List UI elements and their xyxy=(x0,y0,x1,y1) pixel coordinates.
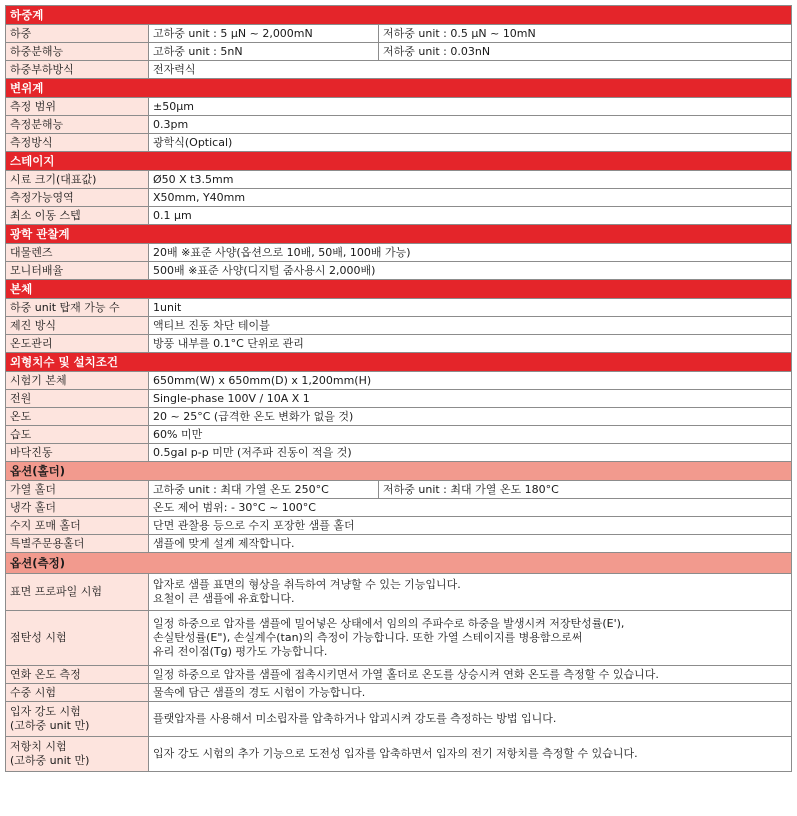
table-row xyxy=(6,666,792,684)
row-value: 저하중 unit : 0.5 µN ~ 10mN xyxy=(379,25,792,43)
label-line: 입자 강도 시험 xyxy=(10,705,81,718)
label-line: 저항치 시험 xyxy=(10,740,67,753)
table-row xyxy=(6,116,792,134)
value-line: 일정 하중으로 압자를 샘플에 밀어넣은 상태에서 임의의 주파수로 하중을 발생시켜 저장탄성률(E'), xyxy=(153,617,625,630)
table-row xyxy=(6,408,792,426)
row-value: 고하중 unit : 최대 가열 온도 250°C xyxy=(149,481,379,499)
label-line: (고하중 unit 만) xyxy=(10,719,90,732)
table-row xyxy=(6,61,792,79)
row-value: 60% 미만 xyxy=(149,426,792,444)
table-row xyxy=(6,262,792,280)
row-value: 온도 제어 범위: - 30°C ~ 100°C xyxy=(149,499,792,517)
row-value: 저하중 unit : 0.03nN xyxy=(379,43,792,61)
row-label: 온도 xyxy=(6,408,149,426)
row-label: 측정 범위 xyxy=(6,98,149,116)
table-row xyxy=(6,317,792,335)
row-value: Single-phase 100V / 10A X 1 xyxy=(149,390,792,408)
row-label: 하중분해능 xyxy=(6,43,149,61)
table-row xyxy=(6,499,792,517)
row-value: 일정 하중으로 압자를 샘플에 접촉시키면서 가열 홀더로 온도를 상승시켜 연화 온도를 측정할 수 있습니다. xyxy=(149,666,792,684)
row-label: 최소 이동 스텝 xyxy=(6,207,149,225)
table-row xyxy=(6,372,792,390)
row-label: 하중 xyxy=(6,25,149,43)
row-label: 모니터배율 xyxy=(6,262,149,280)
row-label: 가열 홀더 xyxy=(6,481,149,499)
row-label xyxy=(6,737,149,772)
label-line: (고하중 unit 만) xyxy=(10,754,90,767)
row-label xyxy=(6,702,149,737)
row-value: 광학식(Optical) xyxy=(149,134,792,152)
table-row xyxy=(6,189,792,207)
table-row xyxy=(6,737,792,772)
table-row xyxy=(6,684,792,702)
table-row xyxy=(6,517,792,535)
table-row xyxy=(6,25,792,43)
row-label: 표면 프로파일 시험 xyxy=(6,574,149,611)
row-value: 20배 ※표준 사양(옵션으로 10배, 50배, 100배 가능) xyxy=(149,244,792,262)
row-label: 수지 포매 홀더 xyxy=(6,517,149,535)
row-label: 시료 크기(대표값) xyxy=(6,171,149,189)
row-value: ±50µm xyxy=(149,98,792,116)
table-row xyxy=(6,574,792,611)
table-row xyxy=(6,702,792,737)
table-row xyxy=(6,481,792,499)
table-row xyxy=(6,299,792,317)
row-value: 500배 ※표준 사양(디지털 줌사용시 2,000배) xyxy=(149,262,792,280)
row-label: 바닥진동 xyxy=(6,444,149,462)
row-label: 연화 온도 측정 xyxy=(6,666,149,684)
row-value: 0.5gal p-p 미만 (저주파 진동이 적을 것) xyxy=(149,444,792,462)
table-row xyxy=(6,207,792,225)
row-value xyxy=(149,574,792,611)
value-line: 요철이 큰 샘플에 유효합니다. xyxy=(153,592,295,605)
row-label: 전원 xyxy=(6,390,149,408)
row-label: 측정분해능 xyxy=(6,116,149,134)
row-value: 플랫압자를 사용해서 미소립자를 압축하거나 압괴시켜 강도를 측정하는 방법 입니다. xyxy=(149,702,792,737)
table-row xyxy=(6,134,792,152)
table-row xyxy=(6,98,792,116)
row-value: 단면 관찰용 등으로 수지 포장한 샘플 홀더 xyxy=(149,517,792,535)
row-label: 시험기 본체 xyxy=(6,372,149,390)
table-row xyxy=(6,535,792,553)
section-header-option-holder: 옵션(홀더) xyxy=(6,462,792,481)
row-value: 0.1 µm xyxy=(149,207,792,225)
row-value: 액티브 진동 차단 테이블 xyxy=(149,317,792,335)
row-value: 입자 강도 시험의 추가 기능으로 도전성 입자를 압축하면서 입자의 전기 저항치를 측정할 수 있습니다. xyxy=(149,737,792,772)
row-value: 물속에 담근 샘플의 경도 시험이 가능합니다. xyxy=(149,684,792,702)
row-value: X50mm, Y40mm xyxy=(149,189,792,207)
table-row xyxy=(6,390,792,408)
row-label: 습도 xyxy=(6,426,149,444)
value-line: 손실탄성률(E"), 손실계수(tan)의 측정이 가능합니다. 또한 가열 스테이지를 병용함으로써 xyxy=(153,631,583,644)
table-row xyxy=(6,444,792,462)
row-label: 측정방식 xyxy=(6,134,149,152)
section-header-body: 본체 xyxy=(6,280,792,299)
row-value: 고하중 unit : 5 µN ~ 2,000mN xyxy=(149,25,379,43)
row-label: 점탄성 시험 xyxy=(6,611,149,666)
row-label: 수중 시험 xyxy=(6,684,149,702)
value-line: 유리 전이점(Tg) 평가도 가능합니다. xyxy=(153,645,328,658)
section-header-installation: 외형치수 및 설치조건 xyxy=(6,353,792,372)
row-value: 방풍 내부를 0.1°C 단위로 관리 xyxy=(149,335,792,353)
row-value: 샘플에 맞게 설계 제작합니다. xyxy=(149,535,792,553)
section-header-load: 하중계 xyxy=(6,6,792,25)
row-value xyxy=(149,611,792,666)
row-value: 전자력식 xyxy=(149,61,792,79)
row-label: 제진 방식 xyxy=(6,317,149,335)
row-label: 특별주문용홀더 xyxy=(6,535,149,553)
table-row xyxy=(6,335,792,353)
value-line: 압자로 샘플 표면의 형상을 취득하여 겨냥할 수 있는 기능입니다. xyxy=(153,578,461,591)
row-label: 측정가능영역 xyxy=(6,189,149,207)
table-row xyxy=(6,611,792,666)
row-value: 1unit xyxy=(149,299,792,317)
row-value: 650mm(W) x 650mm(D) x 1,200mm(H) xyxy=(149,372,792,390)
row-value: Ø50 X t3.5mm xyxy=(149,171,792,189)
row-label: 냉각 홀더 xyxy=(6,499,149,517)
spec-table xyxy=(5,5,792,772)
row-value: 고하중 unit : 5nN xyxy=(149,43,379,61)
row-label: 대물렌즈 xyxy=(6,244,149,262)
section-header-option-measure: 옵션(측정) xyxy=(6,553,792,574)
table-row xyxy=(6,43,792,61)
table-row xyxy=(6,426,792,444)
section-header-stage: 스테이지 xyxy=(6,152,792,171)
row-value: 저하중 unit : 최대 가열 온도 180°C xyxy=(379,481,792,499)
section-header-displacement: 변위계 xyxy=(6,79,792,98)
row-value: 20 ~ 25°C (급격한 온도 변화가 없을 것) xyxy=(149,408,792,426)
section-header-optical: 광학 관찰계 xyxy=(6,225,792,244)
row-label: 하중 unit 탑재 가능 수 xyxy=(6,299,149,317)
row-label: 온도관리 xyxy=(6,335,149,353)
row-value: 0.3pm xyxy=(149,116,792,134)
table-row xyxy=(6,244,792,262)
table-row xyxy=(6,171,792,189)
row-label: 하중부하방식 xyxy=(6,61,149,79)
